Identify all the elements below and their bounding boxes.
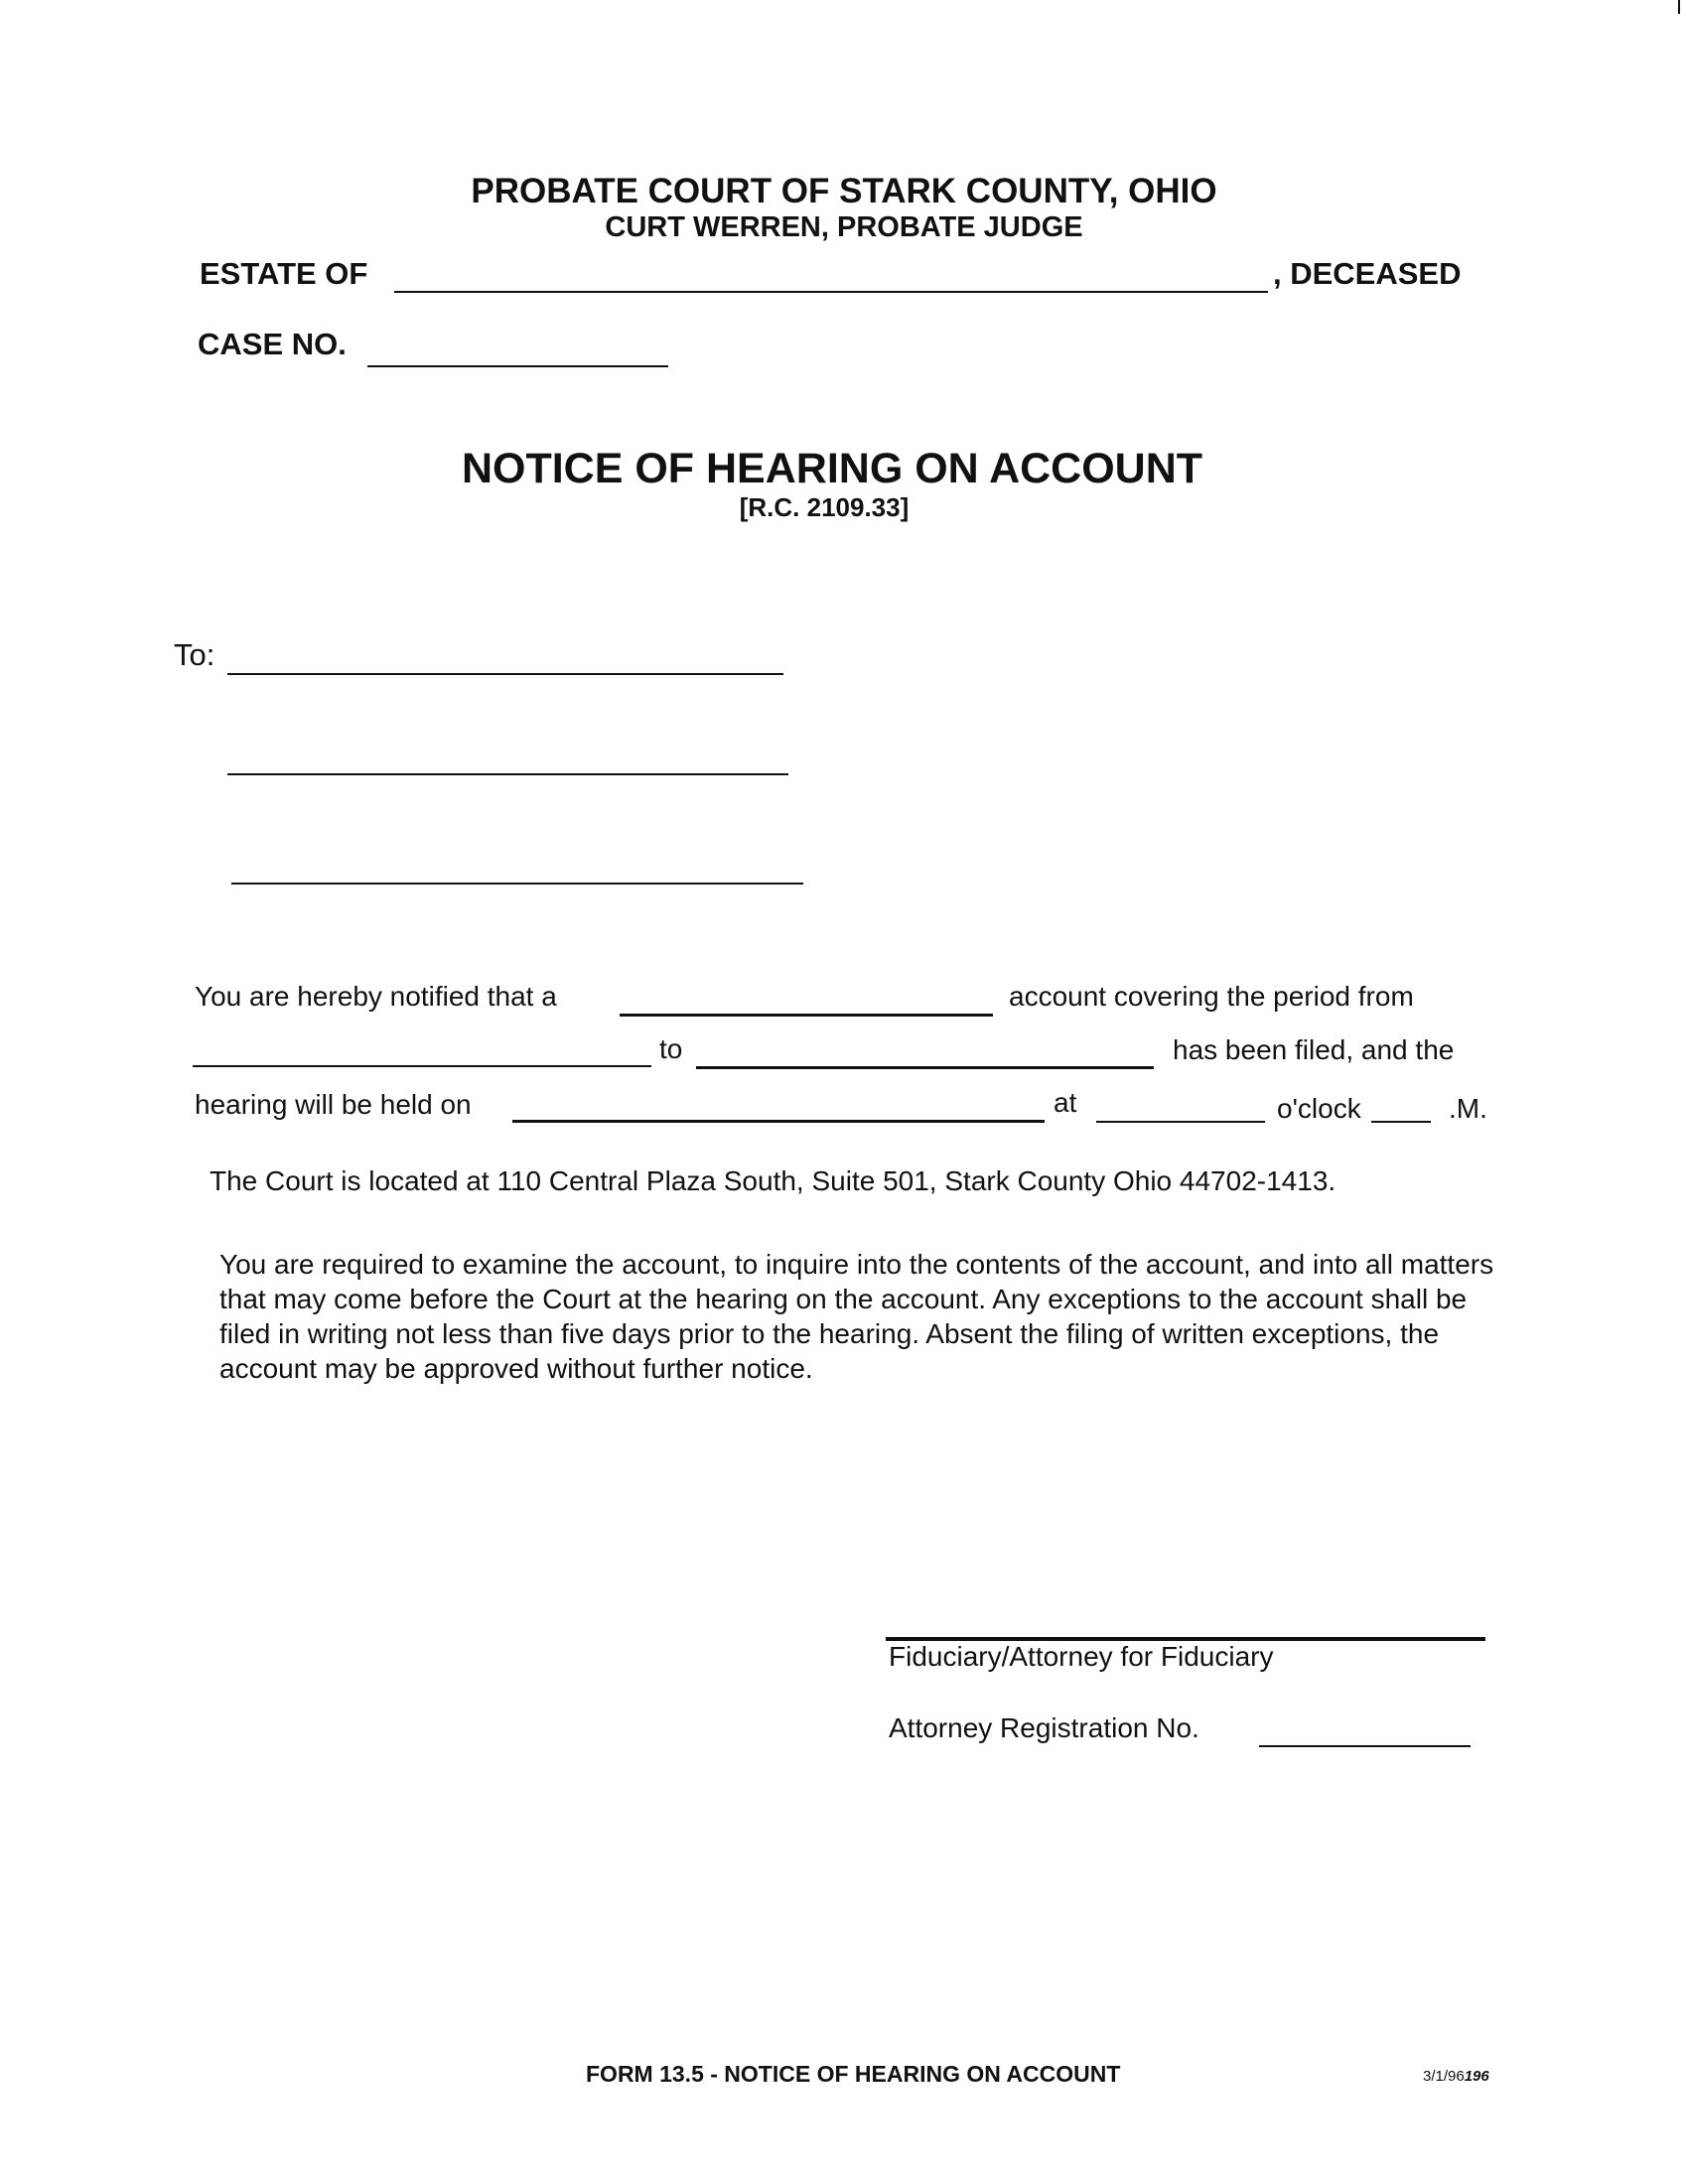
notice-line2-suffix: has been filed, and the [1173,1034,1455,1065]
to-line-1[interactable] [227,673,783,675]
registration-label: Attorney Registration No. [889,1712,1199,1743]
meridiem-suffix: .M. [1449,1093,1487,1124]
revision-code: 196 [1464,2068,1489,2085]
case-no-label: CASE NO. [198,327,347,361]
revision-stamp [1423,2068,1489,2085]
instructions-line-1: You are required to examine the account, to inquire into the contents of the account, and into all matters [219,1249,1494,1280]
notice-at-label: at [1054,1087,1077,1118]
judge-name: CURT WERREN, PROBATE JUDGE [605,211,1083,243]
instructions-line-3: filed in writing not less than five days prior to the hearing. Absent the filing of written exceptions, the [219,1318,1440,1349]
deceased-label: , DECEASED [1273,256,1462,291]
notice-line1-suffix: account covering the period from [1009,981,1414,1012]
statute-reference: [R.C. 2109.33] [739,492,910,522]
estate-name-field[interactable] [394,291,1268,293]
instructions-line-4: account may be approved without further notice. [219,1353,813,1384]
notice-line1-prefix: You are hereby notified that a [195,981,557,1012]
to-line-3[interactable] [231,883,803,885]
account-type-field[interactable] [620,1014,993,1017]
form-footer: FORM 13.5 - NOTICE OF HEARING ON ACCOUNT [586,2061,1121,2087]
period-to-field[interactable] [696,1066,1154,1069]
registration-no-field[interactable] [1259,1745,1471,1747]
instructions-line-2: that may come before the Court at the hearing on the account. Any exceptions to the account shall be [219,1284,1468,1314]
notice-to-label: to [659,1033,683,1064]
court-name: PROBATE COURT OF STARK COUNTY, OHIO [471,172,1217,210]
hearing-date-field[interactable] [512,1120,1045,1123]
estate-label: ESTATE OF [200,256,368,291]
signature-label: Fiduciary/Attorney for Fiduciary [889,1641,1274,1672]
revision-date: 3/1/96 [1423,2068,1465,2085]
court-location: The Court is located at 110 Central Plaza South, Suite 501, Stark County Ohio 44702-1413. [210,1165,1336,1196]
notice-line3-prefix: hearing will be held on [195,1089,472,1120]
period-from-field[interactable] [193,1065,651,1067]
am-pm-field[interactable] [1371,1121,1431,1123]
document-title: NOTICE OF HEARING ON ACCOUNT [461,445,1203,492]
scan-edge-mark [1678,0,1680,14]
to-line-2[interactable] [227,773,788,775]
to-label: To: [174,637,215,672]
instructions-paragraph [219,1247,1560,1386]
case-no-field[interactable] [367,365,668,367]
hearing-time-field[interactable] [1096,1121,1265,1123]
oclock-label: o'clock [1277,1093,1361,1124]
